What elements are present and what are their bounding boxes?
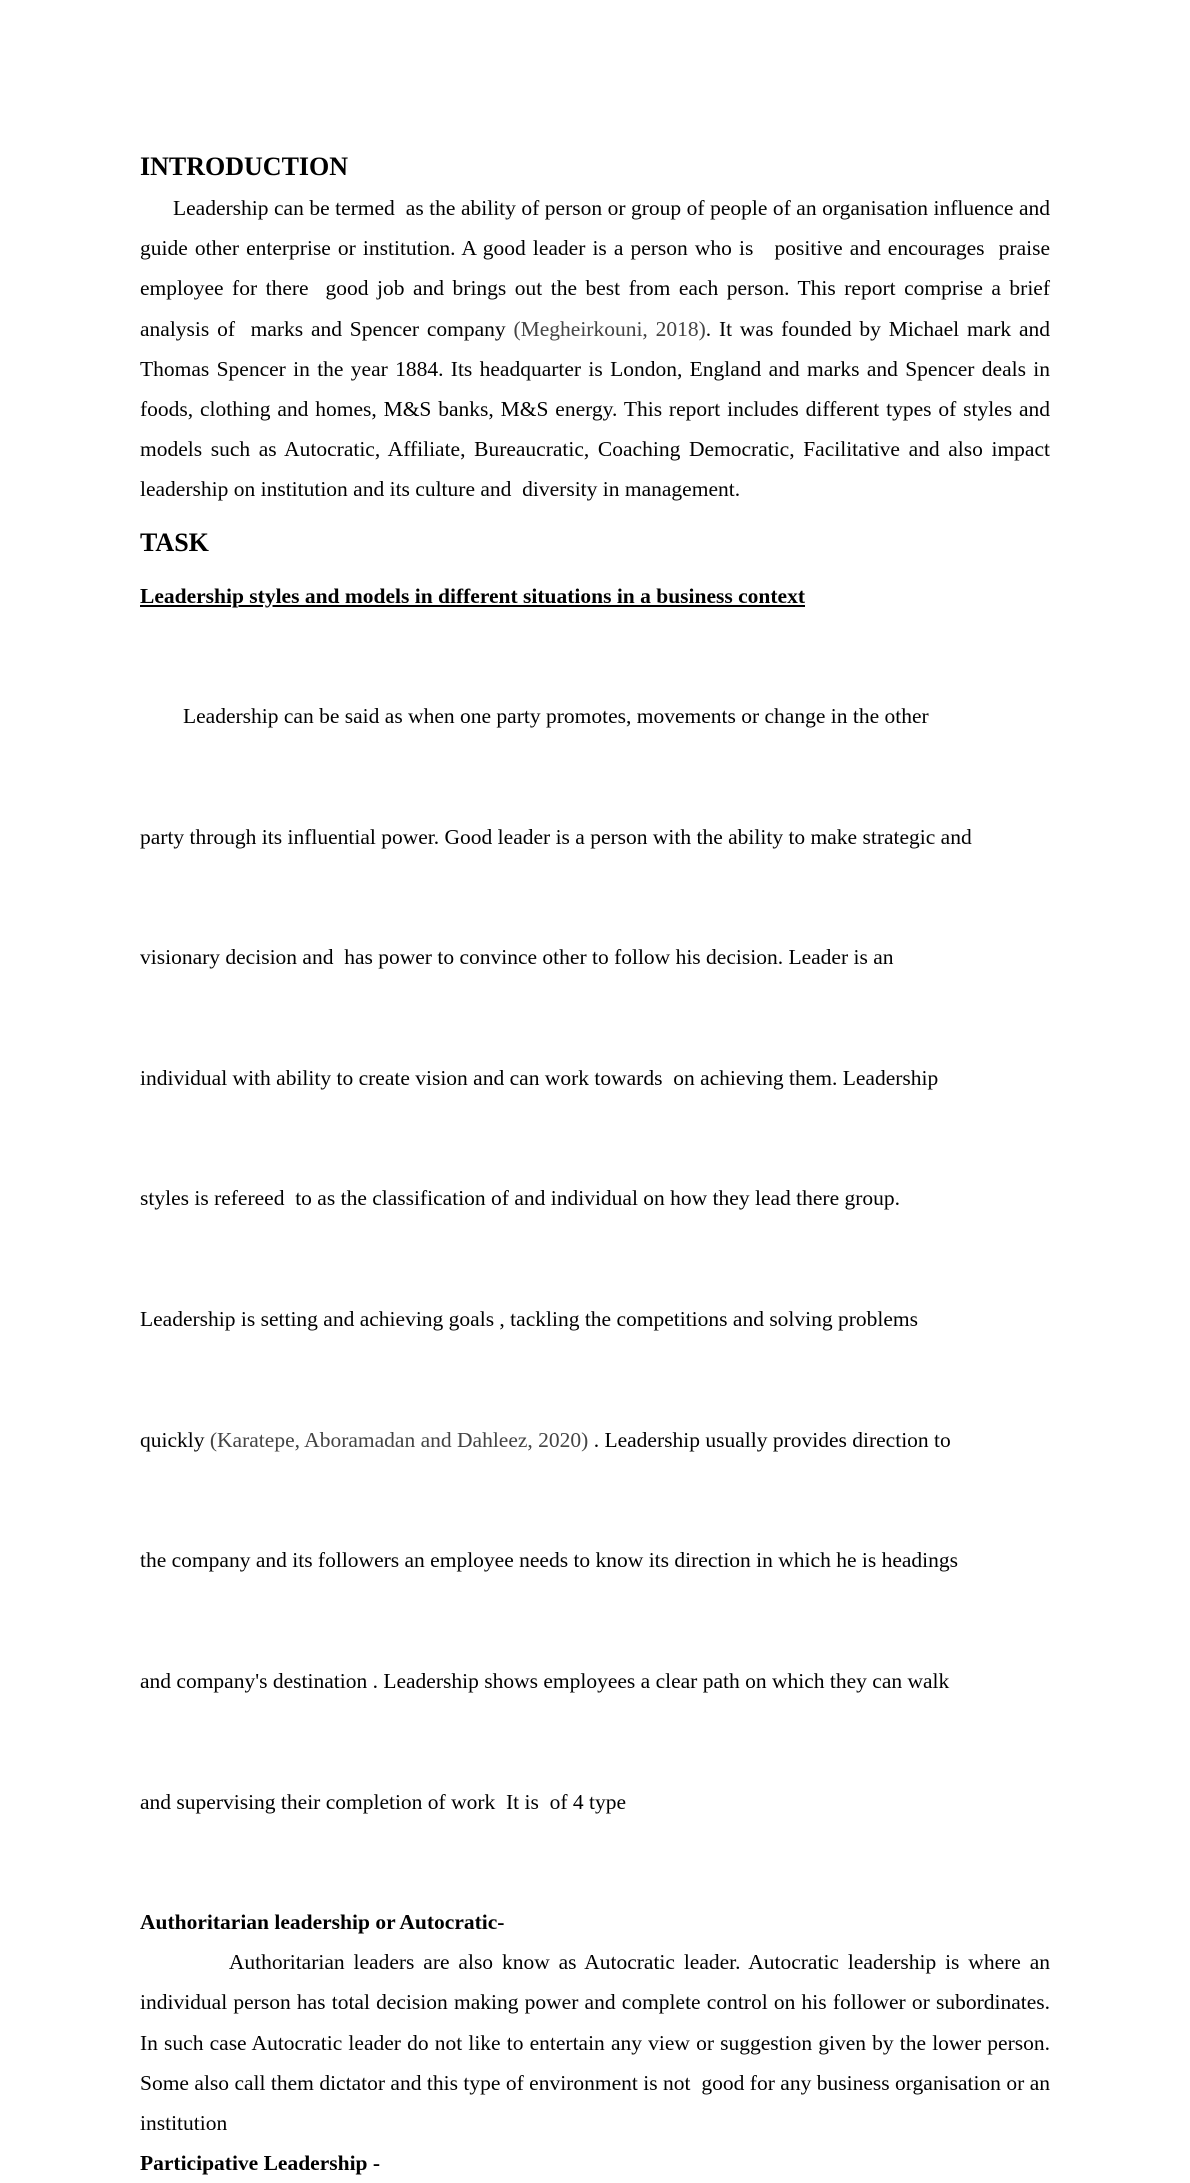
task-line [140,1420,1050,1460]
task-line-text: . Leadership usually provides direction to [588,1427,951,1452]
task-paragraph [140,616,1050,1903]
task-line: and supervising their completion of work It is of 4 type [140,1789,627,1814]
introduction-text-start: Leadership can be termed as the ability of person or group of people of an organisation influence and guide other enterprise or institution. A good leader is a person who is positive and encourages praise employee for there good job and brings out the best from each person. This report comprise a brief analysis of marks and Spencer company [140,196,1061,341]
participative-heading: Participative Leadership - [140,2151,381,2176]
task-line: visionary decision and has power to convince other to follow his decision. Leader is an [140,945,894,970]
document-page [140,150,1061,2183]
autocratic-paragraph: Authoritarian leaders are also know as Autocratic leader. Autocratic leadership is where an individual person has total decision making power and complete control on his follower or subordinates. In such case Autocratic leader do not like to entertain any view or suggestion given by the lower person. Some also call them dictator and this type of environment is not good for any business organisation or an institution [140,1950,1056,2135]
task-line: Leadership can be said as when one party promotes, movements or change in the other [140,704,929,729]
introduction-text-end: . It was founded by Michael mark and Thomas Spencer in the year 1884. Its headquarter is London, England and marks and Spencer deals in foods, clothing and homes, M&S banks, M&S energy. This report includes different types of styles and models such as Autocratic, Affiliate, Bureaucratic, Coaching Democratic, Facilitative and also impact leadership on institution and its culture and diversity in management. [140,316,1056,502]
task-heading: TASK [140,527,209,557]
introduction-heading: INTRODUCTION [140,152,349,181]
task-line: and company's destination . Leadership shows employees a clear path on which they can walk [140,1668,950,1693]
task-line-text: quickly [140,1427,210,1452]
task-citation: (Karatepe, Aboramadan and Dahleez, 2020) [209,1427,589,1452]
task-line: styles is refereed to as the classification of and individual on how they lead there group. [140,1186,901,1211]
task-line: party through its influential power. Good leader is a person with the ability to make strategic and [140,824,972,849]
task-line: the company and its followers an employee needs to know its direction in which he is headings [140,1548,959,1573]
task-subheading: Leadership styles and models in different situations in a business context [140,583,805,608]
introduction-citation: (Megheirkouni, 2018) [513,316,706,341]
task-line: Leadership is setting and achieving goals , tackling the competitions and solving problems [140,1307,919,1332]
task-line: individual with ability to create vision and can work towards on achieving them. Leadership [140,1065,939,1090]
autocratic-heading: Authoritarian leadership or Autocratic- [140,1910,505,1935]
introduction-paragraph [140,188,1061,510]
